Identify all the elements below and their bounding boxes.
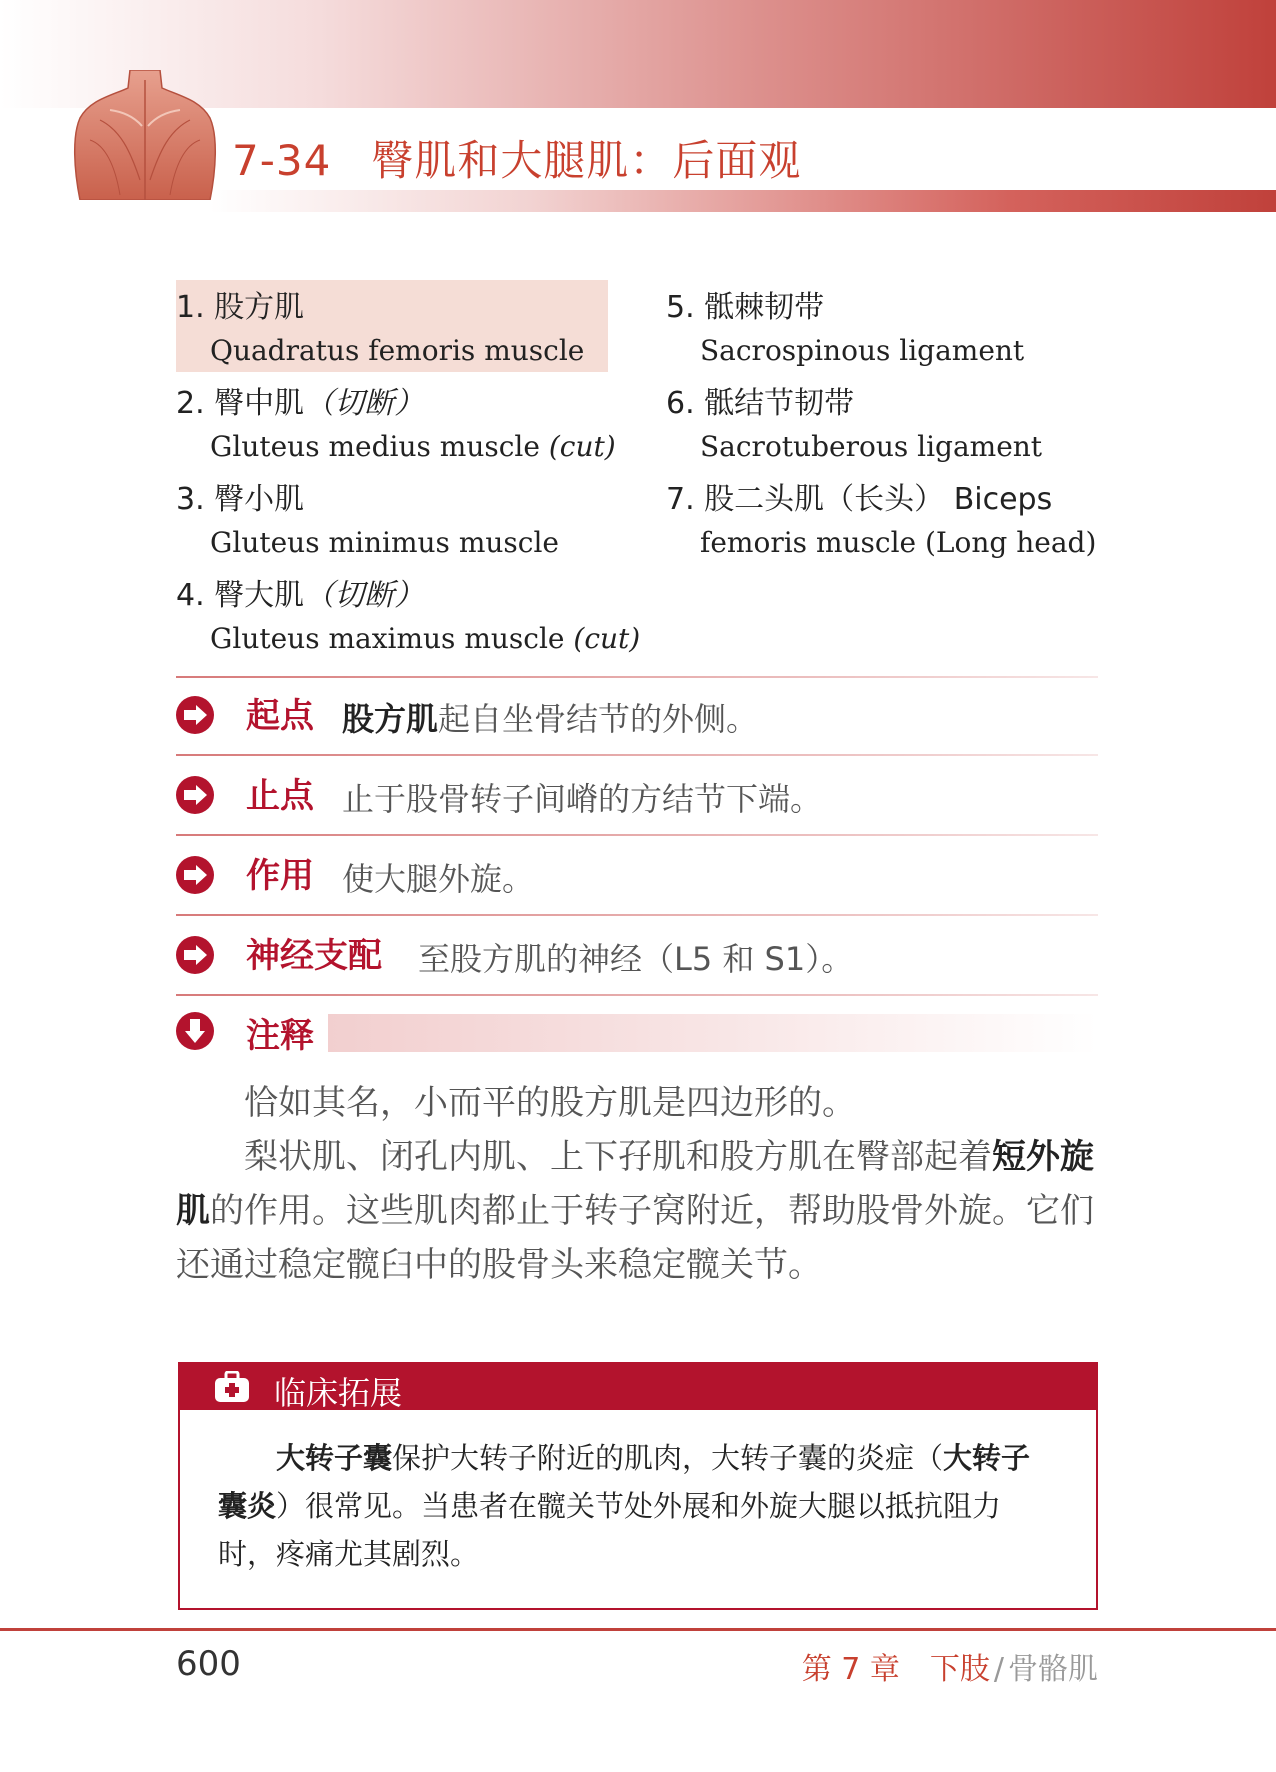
legend-zh: 5. 骶棘韧带 xyxy=(666,290,825,325)
legend-zh: 7. 股二头肌（长头） Biceps xyxy=(666,482,1053,517)
clinical-text-1: 保护大转子附近的肌肉，大转子囊的炎症（ xyxy=(392,1441,944,1475)
origin-bold: 股方肌 xyxy=(342,700,439,738)
clinical-text-2: ）很常见。当患者在髋关节处外展和外旋大腿以抵抗阻力时，疼痛尤其剧烈。 xyxy=(218,1489,1002,1571)
notes-p2-bold: 短外旋肌 xyxy=(176,1137,1094,1231)
insertion-text: 止于股骨转子间嵴的方结节下端。 xyxy=(342,780,823,818)
nerve-row xyxy=(176,916,1098,996)
arrow-down-icon xyxy=(176,1012,214,1050)
notes-p2-text-b: 的作用。这些肌肉都止于转子窝附近，帮助股骨外旋。它们还通过稳定髋臼中的股骨头来稳定髋关节。 xyxy=(176,1191,1094,1285)
legend-en: femoris muscle (Long head) xyxy=(700,526,1097,559)
clinical-bold-1: 大转子囊 xyxy=(276,1441,393,1475)
header-rule xyxy=(210,190,1276,212)
legend-item-7 xyxy=(666,474,1096,559)
legend-item-3 xyxy=(176,474,559,559)
clinical-title: 临床拓展 xyxy=(274,1374,403,1412)
running-head-section: 骨骼肌 xyxy=(1008,1652,1098,1687)
legend-zh-note: （切断） xyxy=(304,386,425,421)
legend-en-note: (cut) xyxy=(548,430,616,463)
legend-item-2 xyxy=(176,378,616,463)
first-aid-kit-icon xyxy=(214,1371,250,1403)
action-row xyxy=(176,836,1098,916)
legend-item-6 xyxy=(666,378,1042,463)
action-text: 使大腿外旋。 xyxy=(342,860,535,898)
legend-zh: 4. 臀大肌 xyxy=(176,578,305,613)
arrow-right-icon xyxy=(176,696,214,734)
legend-en: Quadratus femoris muscle xyxy=(210,334,585,367)
running-head-separator: / xyxy=(993,1652,1004,1687)
running-head-chapter: 第 7 章 下肢 xyxy=(801,1652,990,1687)
legend-item-1 xyxy=(176,282,584,367)
origin-label: 起点 xyxy=(246,696,314,736)
legend-zh-note: （切断） xyxy=(304,578,425,613)
nerve-label: 神经支配 xyxy=(246,936,382,976)
legend-zh: 1. 股方肌 xyxy=(176,290,305,325)
arrow-right-icon xyxy=(176,776,214,814)
notes-paragraph-2 xyxy=(176,1130,1098,1292)
arrow-right-icon xyxy=(176,856,214,894)
legend-en: Gluteus minimus muscle xyxy=(210,526,559,559)
legend-zh: 2. 臀中肌 xyxy=(176,386,305,421)
clinical-text xyxy=(218,1434,1058,1578)
insertion-label: 止点 xyxy=(246,776,314,816)
figure-number: 7-34 xyxy=(232,136,332,185)
origin-text: 起自坐骨结节的外侧。 xyxy=(438,700,759,738)
row-divider xyxy=(176,994,1098,996)
notes-heading xyxy=(176,1006,1098,1056)
figure-title: 臀肌和大腿肌：后面观 xyxy=(371,136,802,185)
insertion-row xyxy=(176,756,1098,836)
page-number: 600 xyxy=(176,1644,241,1684)
back-muscles-thumbnail xyxy=(70,70,220,200)
nerve-text: 至股方肌的神经（L5 和 S1）。 xyxy=(418,940,854,978)
clinical-header xyxy=(180,1364,1096,1410)
chapter-title xyxy=(232,128,801,188)
origin-row xyxy=(176,676,1098,756)
legend-zh: 6. 骶结节韧带 xyxy=(666,386,855,421)
legend-item-4 xyxy=(176,570,640,655)
clinical-bold-2: 大转子囊炎 xyxy=(218,1441,1031,1523)
legend-en: Sacrotuberous ligament xyxy=(700,430,1043,463)
notes-bar xyxy=(328,1014,1098,1052)
legend-en: Gluteus medius muscle xyxy=(210,430,540,463)
footer-rule xyxy=(0,1628,1276,1631)
legend-en: Sacrospinous ligament xyxy=(700,334,1025,367)
legend-zh: 3. 臀小肌 xyxy=(176,482,305,517)
legend-item-5 xyxy=(666,282,1024,367)
legend-en-note: (cut) xyxy=(573,622,641,655)
arrow-right-icon xyxy=(176,936,214,974)
notes-paragraph-1: 恰如其名，小而平的股方肌是四边形的。 xyxy=(244,1083,856,1123)
clinical-box xyxy=(178,1362,1098,1610)
notes-p2-text-a: 梨状肌、闭孔内肌、上下孖肌和股方肌在臀部起着 xyxy=(244,1137,992,1177)
running-head xyxy=(802,1644,1098,1688)
action-label: 作用 xyxy=(246,856,314,896)
row-divider xyxy=(176,676,1098,678)
notes-label: 注释 xyxy=(246,1016,314,1056)
legend-en: Gluteus maximus muscle xyxy=(210,622,565,655)
